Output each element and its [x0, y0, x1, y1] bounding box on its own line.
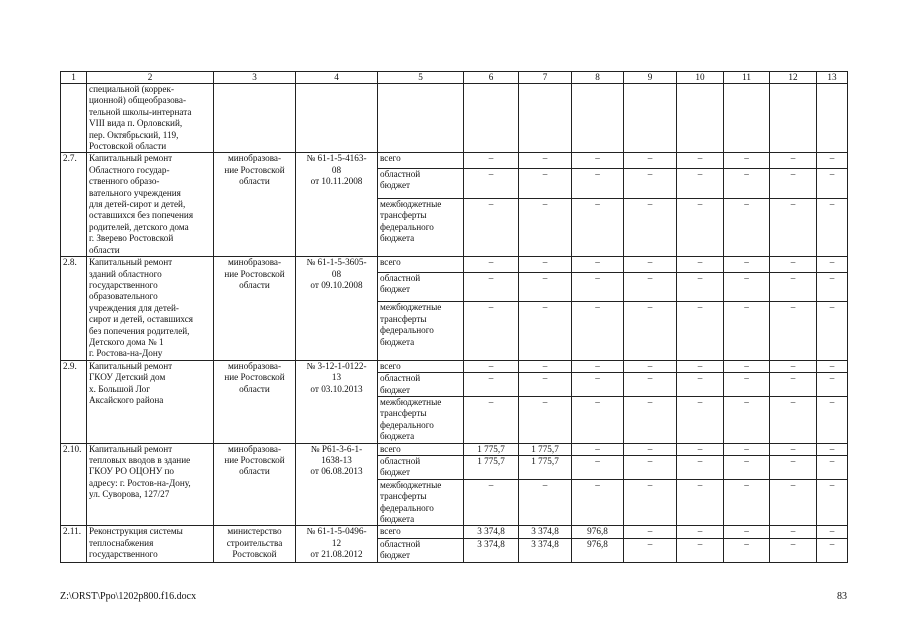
amount-cell: –: [770, 396, 817, 443]
cell: [624, 84, 677, 153]
amount-cell: –: [464, 153, 519, 169]
amount-cell: –: [724, 272, 770, 302]
cell: [296, 84, 378, 153]
row-number: 2.9.: [61, 360, 87, 443]
amount-cell: 976,8: [572, 526, 624, 538]
column-number: 3: [214, 72, 296, 84]
amount-cell: –: [724, 302, 770, 360]
amount-cell: –: [624, 198, 677, 256]
column-number: 5: [378, 72, 464, 84]
table-row: [61, 443, 848, 455]
amount-cell: –: [817, 198, 848, 256]
executor: минобразова- ние Ростовской области: [214, 443, 296, 526]
amount-cell: –: [572, 443, 624, 455]
amount-cell: –: [770, 153, 817, 169]
amount-cell: –: [677, 198, 724, 256]
column-number: 6: [464, 72, 519, 84]
amount-cell: –: [624, 302, 677, 360]
amount-cell: –: [624, 526, 677, 538]
executor: министерство строительства Ростовской: [214, 526, 296, 562]
amount-cell: –: [817, 302, 848, 360]
table-row: [61, 360, 848, 372]
cell: [214, 84, 296, 153]
cell: [61, 84, 87, 153]
amount-cell: –: [519, 360, 572, 372]
amount-cell: –: [624, 257, 677, 273]
amount-cell: –: [464, 479, 519, 526]
cell: [677, 84, 724, 153]
amount-cell: –: [724, 396, 770, 443]
amount-cell: 3 374,8: [519, 526, 572, 538]
amount-cell: –: [624, 360, 677, 372]
executor: минобразова- ние Ростовской области: [214, 153, 296, 257]
funding-source: областной бюджет: [378, 456, 464, 480]
amount-cell: –: [817, 479, 848, 526]
amount-cell: –: [464, 373, 519, 397]
amount-cell: –: [770, 198, 817, 256]
funding-source: межбюджетные трансферты федерального бюджета: [378, 479, 464, 526]
cell: [519, 84, 572, 153]
amount-cell: –: [677, 153, 724, 169]
amount-cell: –: [724, 456, 770, 480]
amount-cell: –: [519, 153, 572, 169]
amount-cell: 976,8: [572, 538, 624, 562]
funding-source: областной бюджет: [378, 538, 464, 562]
document-ref: № 61-1-5-3605- 08 от 09.10.2008: [296, 257, 378, 361]
row-number: 2.11.: [61, 526, 87, 562]
amount-cell: 1 775,7: [464, 443, 519, 455]
column-number: 13: [817, 72, 848, 84]
column-number: 12: [770, 72, 817, 84]
amount-cell: –: [519, 396, 572, 443]
funding-source: областной бюджет: [378, 272, 464, 302]
amount-cell: –: [724, 168, 770, 198]
amount-cell: –: [770, 443, 817, 455]
document-ref: № 61-1-5-4163- 08 от 10.11.2008: [296, 153, 378, 257]
amount-cell: –: [677, 360, 724, 372]
amount-cell: –: [572, 198, 624, 256]
amount-cell: –: [572, 257, 624, 273]
cell: [464, 84, 519, 153]
amount-cell: –: [677, 479, 724, 526]
amount-cell: –: [464, 272, 519, 302]
amount-cell: –: [677, 257, 724, 273]
amount-cell: –: [770, 538, 817, 562]
amount-cell: –: [817, 153, 848, 169]
amount-cell: –: [572, 479, 624, 526]
funding-source: всего: [378, 526, 464, 538]
amount-cell: –: [677, 168, 724, 198]
amount-cell: –: [464, 257, 519, 273]
cell: [724, 84, 770, 153]
cell: [572, 84, 624, 153]
continuation-row: [61, 84, 848, 153]
object-name: Капитальный ремонт тепловых вводов в здание ГКОУ РО ОЦОНУ по адресу: г. Ростов-на-Дону, ул. Суворова, 127/27: [87, 443, 214, 526]
amount-cell: –: [817, 272, 848, 302]
amount-cell: –: [677, 272, 724, 302]
amount-cell: –: [572, 153, 624, 169]
amount-cell: 1 775,7: [519, 456, 572, 480]
amount-cell: –: [572, 373, 624, 397]
object-name: Капитальный ремонт зданий областного государственного образовательного учреждения для детей- сирот и детей, оставшихся без попечения родителей, Детского дома № 1 г. Ростова-на-Дону: [87, 257, 214, 361]
amount-cell: –: [519, 272, 572, 302]
amount-cell: –: [724, 526, 770, 538]
amount-cell: –: [770, 526, 817, 538]
amount-cell: –: [624, 479, 677, 526]
row-number: 2.8.: [61, 257, 87, 361]
amount-cell: –: [677, 443, 724, 455]
amount-cell: –: [677, 456, 724, 480]
column-number-row: [61, 72, 848, 84]
executor: минобразова- ние Ростовской области: [214, 257, 296, 361]
column-number: 8: [572, 72, 624, 84]
amount-cell: –: [724, 538, 770, 562]
column-number: 1: [61, 72, 87, 84]
page-number: 83: [837, 591, 847, 602]
amount-cell: –: [817, 360, 848, 372]
amount-cell: 3 374,8: [464, 538, 519, 562]
amount-cell: –: [817, 168, 848, 198]
amount-cell: –: [464, 396, 519, 443]
amount-cell: –: [724, 257, 770, 273]
document-ref: № Р61-3-6-1- 1638-13 от 06.08.2013: [296, 443, 378, 526]
table-row: [61, 526, 848, 538]
amount-cell: –: [817, 443, 848, 455]
funding-source: всего: [378, 257, 464, 273]
amount-cell: –: [724, 153, 770, 169]
amount-cell: –: [572, 168, 624, 198]
amount-cell: –: [677, 396, 724, 443]
amount-cell: 3 374,8: [519, 538, 572, 562]
amount-cell: –: [770, 456, 817, 480]
column-number: 7: [519, 72, 572, 84]
amount-cell: –: [677, 302, 724, 360]
funding-source: межбюджетные трансферты федерального бюджета: [378, 396, 464, 443]
funding-source: межбюджетные трансферты федерального бюджета: [378, 198, 464, 256]
amount-cell: –: [624, 456, 677, 480]
amount-cell: –: [770, 168, 817, 198]
amount-cell: –: [572, 456, 624, 480]
amount-cell: –: [464, 198, 519, 256]
amount-cell: –: [770, 360, 817, 372]
amount-cell: –: [464, 302, 519, 360]
amount-cell: –: [677, 538, 724, 562]
amount-cell: –: [519, 168, 572, 198]
row-number: 2.10.: [61, 443, 87, 526]
amount-cell: –: [724, 373, 770, 397]
object-name: Капитальный ремонт ГКОУ Детский дом х. Большой Лог Аксайского района: [87, 360, 214, 443]
amount-cell: –: [770, 272, 817, 302]
budget-table-page: [60, 71, 847, 563]
amount-cell: –: [724, 479, 770, 526]
amount-cell: –: [817, 373, 848, 397]
amount-cell: –: [519, 257, 572, 273]
cell: [770, 84, 817, 153]
amount-cell: –: [572, 272, 624, 302]
amount-cell: 1 775,7: [519, 443, 572, 455]
column-number: 2: [87, 72, 214, 84]
amount-cell: –: [770, 479, 817, 526]
amount-cell: –: [519, 373, 572, 397]
column-number: 11: [724, 72, 770, 84]
row-number: 2.7.: [61, 153, 87, 257]
object-name: Капитальный ремонт Областного государ- ственного образо- вательного учреждения для детей-сирот и детей, оставшихся без попечения родителей, детского дома г. Зверево Ростовской области: [87, 153, 214, 257]
amount-cell: –: [464, 360, 519, 372]
amount-cell: –: [624, 168, 677, 198]
funding-source: областной бюджет: [378, 373, 464, 397]
amount-cell: –: [519, 198, 572, 256]
budget-table: [60, 71, 848, 563]
amount-cell: 1 775,7: [464, 456, 519, 480]
funding-source: всего: [378, 443, 464, 455]
table-row: [61, 257, 848, 273]
funding-source: всего: [378, 360, 464, 372]
amount-cell: –: [817, 538, 848, 562]
amount-cell: –: [724, 443, 770, 455]
amount-cell: –: [724, 198, 770, 256]
cell: [378, 84, 464, 153]
continued-name: специальной (коррек- ционной) общеобразова- тельной школы-интерната VIII вида п. Орловский, пер. Октябрьский, 119, Ростовской области: [87, 84, 214, 153]
amount-cell: –: [624, 443, 677, 455]
amount-cell: –: [624, 153, 677, 169]
amount-cell: –: [572, 396, 624, 443]
amount-cell: –: [519, 302, 572, 360]
amount-cell: –: [817, 526, 848, 538]
document-ref: № 3-12-1-0122- 13 от 03.10.2013: [296, 360, 378, 443]
amount-cell: –: [464, 168, 519, 198]
amount-cell: –: [817, 396, 848, 443]
amount-cell: –: [770, 257, 817, 273]
amount-cell: –: [624, 538, 677, 562]
amount-cell: –: [724, 360, 770, 372]
amount-cell: –: [817, 456, 848, 480]
funding-source: областной бюджет: [378, 168, 464, 198]
amount-cell: –: [677, 526, 724, 538]
amount-cell: –: [572, 360, 624, 372]
amount-cell: –: [770, 373, 817, 397]
amount-cell: 3 374,8: [464, 526, 519, 538]
file-path: Z:\ORST\Ppo\1202p800.f16.docx: [60, 591, 197, 602]
amount-cell: –: [572, 302, 624, 360]
column-number: 4: [296, 72, 378, 84]
executor: минобразова- ние Ростовской области: [214, 360, 296, 443]
amount-cell: –: [519, 479, 572, 526]
column-number: 10: [677, 72, 724, 84]
column-number: 9: [624, 72, 677, 84]
document-ref: № 61-1-5-0496- 12 от 21.08.2012: [296, 526, 378, 562]
table-row: [61, 153, 848, 169]
object-name: Реконструкция системы теплоснабжения государственного: [87, 526, 214, 562]
amount-cell: –: [677, 373, 724, 397]
amount-cell: –: [770, 302, 817, 360]
cell: [817, 84, 848, 153]
amount-cell: –: [817, 257, 848, 273]
funding-source: всего: [378, 153, 464, 169]
funding-source: межбюджетные трансферты федерального бюджета: [378, 302, 464, 360]
amount-cell: –: [624, 396, 677, 443]
amount-cell: –: [624, 272, 677, 302]
amount-cell: –: [624, 373, 677, 397]
